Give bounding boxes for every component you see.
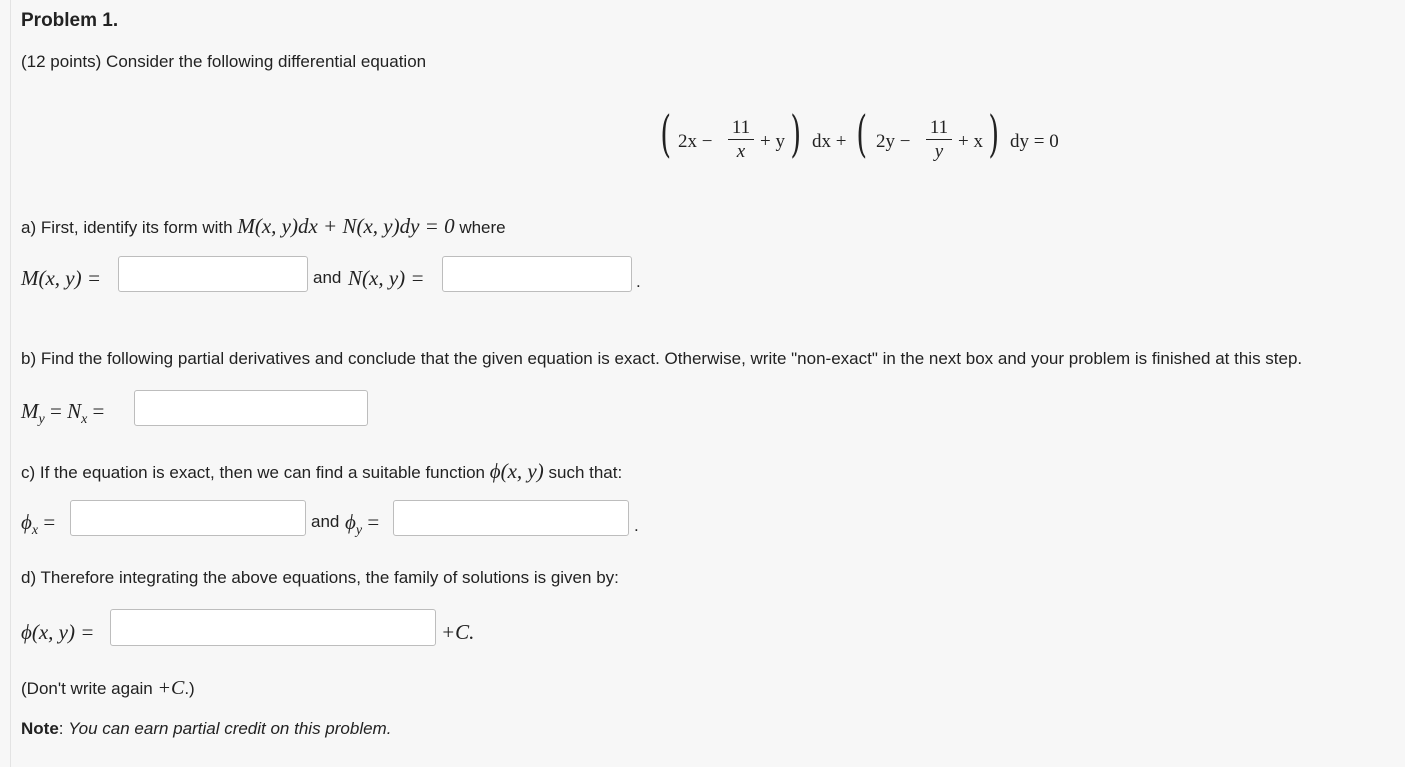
- my-equals-nx-label: $M_y = N_x$ =: [21, 399, 105, 427]
- phi-y-answer-input[interactable]: [393, 500, 629, 536]
- eq-term-plus-y: + y: [760, 131, 785, 152]
- part-c-prompt: c) If the equation is exact, then we can find a suitable function ϕ(x, y) such that:: [21, 459, 623, 483]
- problem-intro: (12 points) Consider the following differential equation: [21, 52, 427, 71]
- part-d-prompt: d) Therefore integrating the above equations, the family of solutions is given by:: [21, 568, 619, 587]
- my-nx-answer-input[interactable]: [134, 390, 368, 426]
- plus-c-label: +C.: [441, 620, 475, 644]
- eq-term-plus-x: + x: [958, 131, 983, 152]
- n-answer-input[interactable]: [442, 256, 632, 292]
- phi-xy-label: ϕ(x, y) =: [21, 620, 95, 644]
- phi-function: ϕ(x, y): [489, 459, 544, 483]
- eq-term-2x: 2x −: [678, 131, 713, 152]
- phi-answer-input[interactable]: [110, 609, 436, 646]
- problem-title: Problem 1.: [21, 10, 119, 31]
- partial-credit-note: Note: You can earn partial credit on this problem.: [21, 719, 392, 738]
- fraction-11-over-y: 11 y: [926, 118, 952, 163]
- m-answer-input[interactable]: [118, 256, 308, 292]
- and-label-c: and: [311, 512, 340, 531]
- eq-dy-equals-zero: dy = 0: [1010, 131, 1059, 152]
- period-a: .: [636, 272, 641, 291]
- m-label: M(x, y) =: [21, 266, 102, 290]
- and-label-a: and: [313, 268, 342, 287]
- left-paren-2: (: [856, 105, 868, 163]
- eq-dx-plus: dx +: [812, 131, 847, 152]
- eq-term-2y: 2y −: [876, 131, 911, 152]
- left-paren-1: (: [660, 105, 672, 163]
- right-paren-1: ): [790, 105, 802, 163]
- dont-write-note: (Don't write again +C.): [21, 677, 195, 699]
- n-label: N(x, y) =: [348, 266, 425, 290]
- fraction-11-over-x: 11 x: [728, 118, 754, 163]
- phi-x-answer-input[interactable]: [70, 500, 306, 536]
- part-b-prompt: b) Find the following partial derivatives and conclude that the given equation is exact. Otherwise, write "non-exact" in the next box and your problem is finished at this step.: [21, 349, 1303, 368]
- left-border: [10, 0, 11, 767]
- phi-x-label: $\phi_x$ =: [21, 510, 56, 538]
- period-c: .: [634, 516, 639, 535]
- right-paren-2: ): [988, 105, 1000, 163]
- form-expression: M(x, y)dx + N(x, y)dy = 0: [237, 214, 455, 238]
- part-a-prompt: a) First, identify its form with M(x, y)dx + N(x, y)dy = 0 where: [21, 214, 506, 238]
- phi-y-label: $\phi_y$ =: [345, 510, 380, 538]
